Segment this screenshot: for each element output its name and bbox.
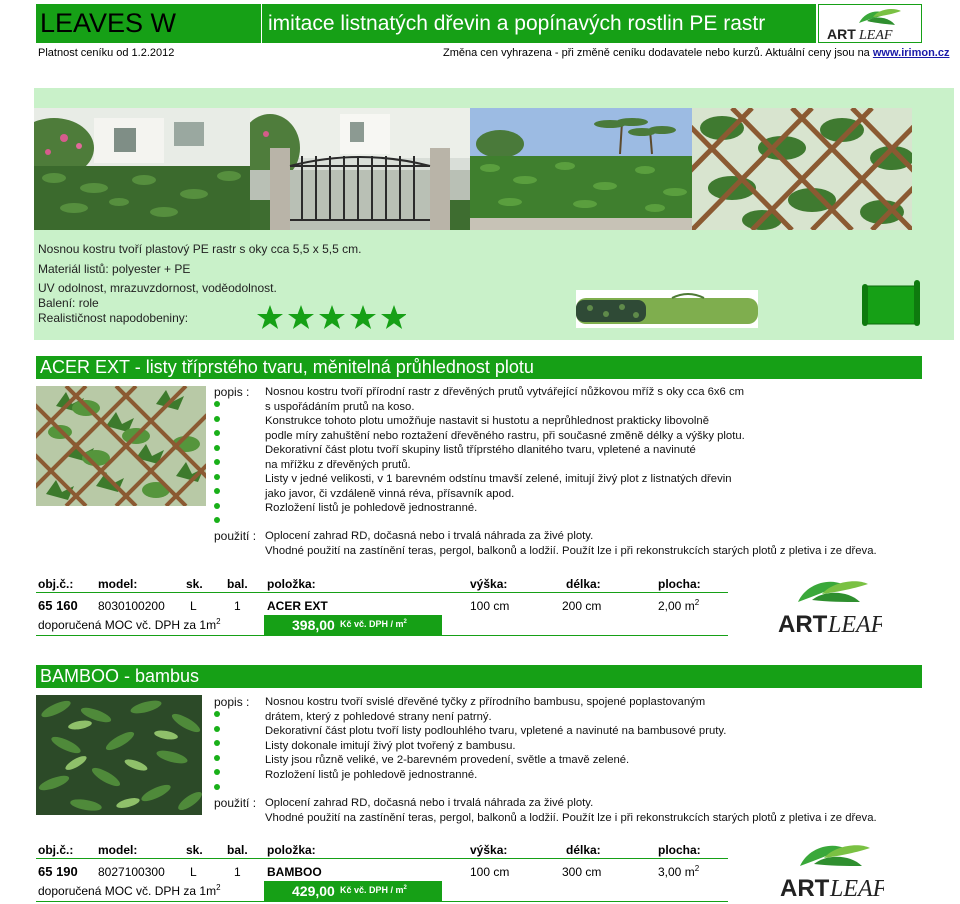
artleaf-logo-2 [778,840,884,902]
pouziti-label-acer: použití : [214,529,257,543]
page-title: imitace listnatých dřevin a popínavých rostlin PE rastr [262,4,816,43]
moc-row-bamboo: doporučená MOC vč. DPH za $1m^2$ [36,882,728,902]
photo-iron-gate [250,108,470,230]
svg-text:LEAF: LEAF [859,28,893,43]
intro-line-material: Materiál listů: polyester + PE [38,262,191,276]
pouziti-label-bamboo: použití : [214,796,257,810]
photo-bamboo [36,695,202,815]
brand-title: LEAVES W [36,4,261,43]
svg-text:LEAF: LEAF [830,876,884,902]
photo-acer [36,386,206,506]
photo-hedge-house [34,108,250,230]
table-header-acer: obj.č.: model: sk. bal. položka: výška: délka: plocha: [36,576,728,592]
star-icon [257,305,283,329]
price-notice [443,47,949,59]
popis-label-acer: popis : [214,385,250,399]
realism-rating [256,304,406,337]
star-icon [288,305,314,329]
photo-lattice [692,108,912,230]
price-acer: 398,00 Kč vč. DPH / $m^2$ [264,615,442,635]
intro-line-frame: Nosnou kostru tvoří plastový PE rastr s oky cca 5,5 x 5,5 cm. [38,242,362,256]
svg-text:ART: ART [778,611,828,638]
price-validity: Platnost ceníku od 1.2.2012 [38,47,175,59]
description-acer: Nosnou kostru tvoří přírodní rastr z dřevěných prutů vytvářející nůžkovou mříž s oky cca 6x6 cm s uspořádáním prutů na koso. Konstrukce tohoto plotu umožňuje nastavit si hustotu a neprůhlednost prakticky libovolně podle míry zahuštění nebo roztažení dřevěného rastru, při současné změně délky a výšky plotu. Dekorativní část plotu tvoří skupiny listů tříprstého dlanitého tvaru, vpletené a navinuté na mřížku z dřevěných prutů. Listy v jedné velikosti, v 1 barevném odstínu tmavší zelené, imitují živý plot z listnatých dřevin jako javor, či vzdáleně vinná réva, přísavník apod. Rozložení listů je pohledově jednostranné. [265,386,745,514]
price-bamboo: 429,00 Kč vč. DPH / $m^2$ [264,881,442,901]
svg-text:LEAF: LEAF [828,612,882,638]
bullet-column-acer [214,401,220,532]
artleaf-logo-small [818,4,922,43]
table-row-acer: 65 160 8030100200 L 1 ACER EXT 100 cm 200 cm 2,00 $m^2$ [38,598,700,613]
website-link[interactable]: www.irimon.cz [872,47,950,59]
moc-row-acer: doporučená MOC vč. DPH za $1m^2$ [36,616,728,636]
star-icon [381,305,406,329]
artleaf-logo [776,576,882,638]
usage-bamboo: Oplocení zahrad RD, dočasná nebo i trvalá náhrada za živé ploty. Vhodné použití na zastínění teras, pergol, balkonů a lodžií. Použít lze i při rekonstrukcích starých plotů z pletiva i ze dřeva. [265,797,877,824]
notice-text: Změna cen vyhrazena - při změně ceníku dodavatele nebo kurzů. Aktuální ceny jsou na [443,47,870,59]
bullet-column-bamboo [214,711,220,798]
section-title-bamboo: BAMBOO - bambus [36,665,922,688]
photo-roll [576,290,758,328]
intro-line-resistance: UV odolnost, mrazuvzdornost, voděodolnost. [38,281,277,295]
section-title-acer: ACER EXT - listy tříprstého tvaru, měnitelná průhlednost plotu [36,356,922,379]
intro-line-packaging: Balení: role [38,296,99,310]
star-icon [319,305,345,329]
roll-icon [860,280,922,328]
table-header-bamboo: obj.č.: model: sk. bal. položka: výška: délka: plocha: [36,842,728,858]
table-row-bamboo: 65 190 8027100300 L 1 BAMBOO 100 cm 300 cm 3,00 $m^2$ [38,864,700,879]
usage-acer: Oplocení zahrad RD, dočasná nebo i trvalá náhrada za živé ploty. Vhodné použití na zastínění teras, pergol, balkonů a lodžií. Použít lze i při rekonstrukcích starých plotů z pletiva i ze dřeva. [265,530,877,557]
svg-text:ART: ART [780,875,830,902]
intro-line-realism: Realističnost napodobeniny: [38,311,189,325]
popis-label-bamboo: popis : [214,695,250,709]
photo-hedge-palms [470,108,692,230]
svg-text:ART: ART [827,26,856,42]
description-bamboo: Nosnou kostru tvoří svislé dřevěné tyčky z přírodního bambusu, spojené poplastovaným drátem, který z pohledové strany není patrný. Dekorativní část plotu tvoří listy podlouhlého tvaru, vpletené a navinuté na bambusové pruty. Listy dokonale imitují živý plot tvořený z bambusu. Listy jsou různě veliké, ve 2-barevném provedení, světle a tmavě zelené. Rozložení listů je pohledově jednostranné. [265,696,727,781]
star-icon [350,305,376,329]
